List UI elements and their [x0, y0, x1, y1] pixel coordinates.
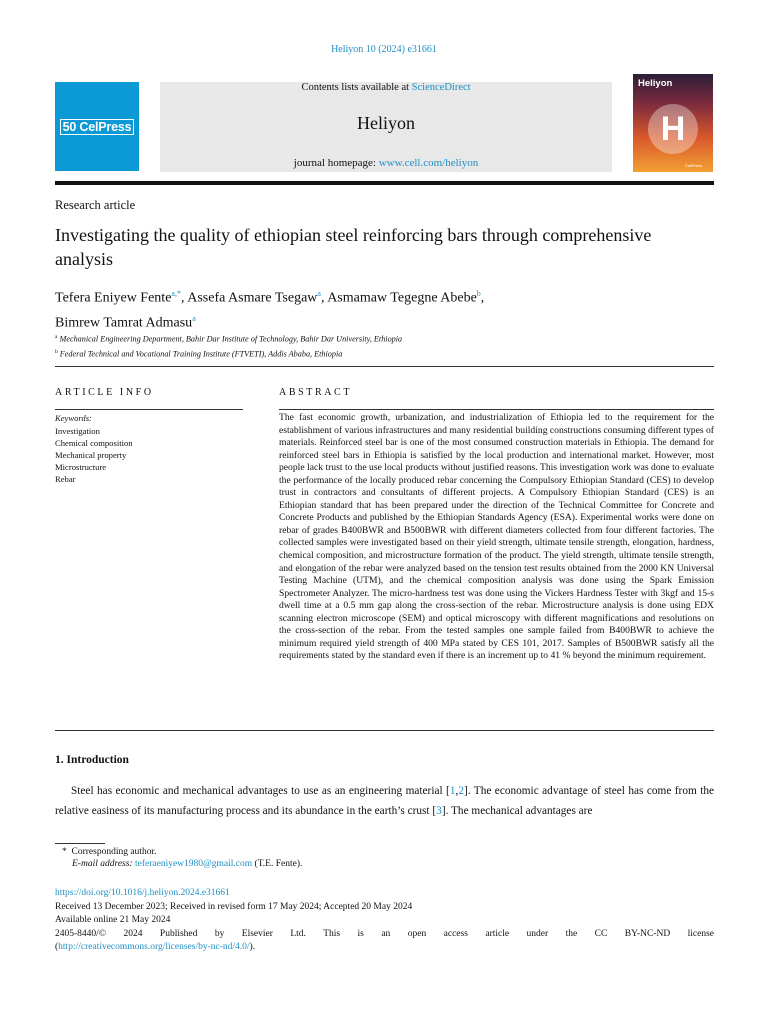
journal-reference[interactable]: Heliyon 10 (2024) e31661 [331, 44, 437, 55]
intro-text-segment: Steel has economic and mechanical advantages to use as an engineering material [ [71, 785, 450, 797]
keywords-list [55, 425, 133, 485]
article-info-heading: ARTICLE INFO [55, 387, 154, 398]
cover-title: Heliyon [638, 78, 673, 89]
footnote-text: Corresponding author. [71, 847, 157, 857]
contents-line [160, 82, 612, 93]
homepage-prefix: journal homepage: [293, 157, 379, 169]
abstract-heading: ABSTRACT [279, 387, 353, 398]
author-name: Bimrew Tamrat Admasu [55, 315, 193, 331]
keyword-item: Mechanical property [55, 450, 127, 460]
affiliation-mark: b [55, 349, 58, 356]
doi-link[interactable]: https://doi.org/10.1016/j.heliyon.2024.e31661 [55, 888, 230, 898]
introduction-paragraph [55, 781, 714, 821]
abstract-rule [279, 409, 714, 410]
section-rule [55, 730, 714, 731]
cellpress-logo-text: 50 CelPress [60, 119, 135, 135]
affiliation-line [55, 331, 402, 346]
affiliation-text: Federal Technical and Vocational Training Institute (FTVETI), Addis Ababa, Ethiopia [59, 349, 343, 359]
keyword-item: Microstructure [55, 462, 107, 472]
sciencedirect-link[interactable]: ScienceDirect [411, 82, 471, 93]
email-label: E-mail address: [72, 859, 133, 869]
author-separator: , [320, 290, 328, 306]
keyword-item: Chemical composition [55, 438, 133, 448]
email-note [72, 859, 302, 869]
citation-link[interactable]: 1 [449, 785, 456, 797]
affiliation-line [55, 346, 402, 361]
received-dates: Received 13 December 2023; Received in revised form 17 May 2024; Accepted 20 May 2024 [55, 902, 413, 912]
available-online: Available online 21 May 2024 [55, 915, 171, 925]
license-paren-close: ). [249, 942, 256, 952]
author-separator: , [480, 290, 485, 306]
author-affiliation-mark[interactable]: a,* [171, 289, 181, 298]
affiliation-mark: a [55, 334, 58, 340]
author-list [55, 284, 655, 333]
cover-emblem [648, 104, 698, 154]
author-affiliation-mark[interactable]: b [476, 289, 481, 298]
footnote-mark: * [62, 847, 67, 857]
citation-link[interactable]: 2 [458, 785, 464, 797]
cellpress-logo [55, 82, 139, 171]
article-info-rule [55, 409, 243, 410]
article-type: Research article [55, 198, 136, 212]
contents-prefix: Contents lists available at [301, 82, 412, 93]
journal-name: Heliyon [357, 113, 415, 133]
keyword-item: Rebar [55, 474, 76, 484]
citation-link[interactable]: 3 [436, 805, 442, 817]
cover-footer: CellPress [685, 163, 703, 168]
intro-text-segment: , [455, 785, 459, 797]
header-rule [55, 181, 714, 185]
intro-text-segment: ]. The mechanical advantages are [441, 805, 593, 817]
email-link[interactable]: teferaeniyew1980@gmail.com [134, 859, 253, 869]
email-owner: (T.E. Fente). [254, 859, 303, 869]
journal-homepage-link[interactable]: www.cell.com/heliyon [378, 157, 479, 169]
author-name: Assefa Asmare Tsegaw [187, 290, 318, 306]
corresponding-author-note [62, 847, 156, 857]
author-affiliation-mark[interactable]: a [192, 313, 196, 323]
cover-letter: H [660, 109, 686, 148]
license-link[interactable]: http://creativecommons.org/licenses/by-nc-nd/4.0/ [58, 942, 250, 952]
license-paren-open: ( [55, 942, 59, 952]
introduction-heading: 1. Introduction [55, 754, 129, 766]
author-name: Asmamaw Tegegne Abebe [327, 290, 477, 306]
journal-cover-thumbnail [633, 74, 713, 172]
keywords-heading: Keywords: [55, 413, 92, 423]
license-text: 2405-8440/© 2024 Published by Elsevier Ltd. This is an open access article under the CC BY-NC-ND license [55, 929, 714, 939]
intro-text-segment: ]. The economic advantage of steel has come from the relative easiness of its manufacturing process and its abundance in the earth’s crust [ [55, 785, 715, 817]
article-title: Investigating the quality of ethiopian steel reinforcing bars through comprehensive analysis [55, 225, 652, 269]
abstract-text: The fast economic growth, urbanization, and industrialization of Ethiopia led to the requirement for the establishment of various infrastructures and many residential building constructions consuming different types of materials. Reinforced steel bar is one of the most consumed construction materials in Ethiopia. The demand for reinforced steel bars in Ethiopia is satisfied by the local production and international market. However, most people lack trust to the use local products without justified reasons. This investigation work was done to evaluate the performance of the locally produced rebar concerning the Compulsory Ethiopian Standard (CES) to develop trust in contractors and consultants of different projects. A Compulsory Ethiopian Standard (CES) is an Ethiopian standard that has been prepared under the direction of the Technical Committee for Concrete and Concrete Products and published by the Ethiopian Standards Agency (ESA). Experimental works were done on rebar of grades B400BWR and B500BWR with different diameters collected from four different factories. The collected samples were investigated based on their yield strength, ultimate tensile strength, elongation, hardness, chemical composition, and microstructure formation of the product. The yield strength, ultimate tensile strength, and elongation of the rebar were analyzed based on the tension test results obtained from the 2000 KN Universal Testing Machine (UTM), and the chemical composition analysis was done using the Spark Emission Spectrometer Analyzer. The micro-hardness test was done using the Vickers Hardness Tester with 3kgf and 15-s dwell time at a 0.5 mm gap along the cross-section of the rebar. Microstructure analysis is done using EDX scanning electron microscope (SEM) and optical microscopy with different magnifications and resolutions on the cross-section of the rebar. From the tested samples one sample failed from B400BWR to achieve the minimum required yield strength of 400 MPa stated by CES 101, 2017. Samples of B500BWR satisfy all the requirements stated by the standard even if there is an increment up to 41 % beyond the minimum requirement. [279, 412, 714, 662]
author-affiliation-mark[interactable]: a [317, 289, 321, 298]
keyword-item: Investigation [55, 426, 100, 436]
author-separator: , [180, 290, 188, 306]
license-url-line [55, 942, 255, 952]
affiliations [55, 331, 402, 361]
author-name: Tefera Eniyew Fente [55, 290, 172, 306]
section-rule [55, 366, 714, 367]
footnote-rule [55, 843, 105, 844]
affiliation-text: Mechanical Engineering Department, Bahir Dar Institute of Technology, Bahir Dar University, Ethiopia [59, 334, 403, 344]
homepage-line [160, 157, 612, 169]
